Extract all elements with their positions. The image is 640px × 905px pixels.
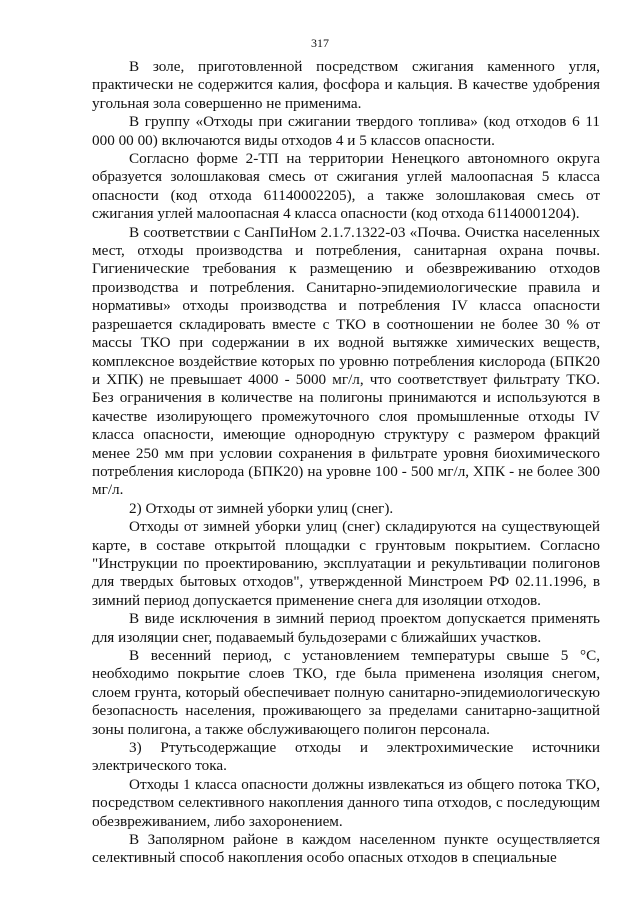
paragraph-spring-period: В весенний период, с установлением температуры свыше 5 °С, необходимо покрытие слоев ТКО, где была применена изоляция снегом, слоем грунта, который обеспечивает полную санитарно-эпидемиологическую безопасность населения, проживающего за пределами санитарно-защитной зоны полигона, а также обслуживающего полигон персонала. (92, 647, 600, 738)
paragraph-snow-storage: Отходы от зимней уборки улиц (снег) складируются на существующей карте, в составе открытой площадки с грунтовым покрытием. Согласно "Инструкции по проектированию, эксплуатации и рекультивации полигонов для твердых бытовых отходов", утвержденной Минстроем РФ 02.11.1996, в зимний период допускается применение снега для изоляции отходов. (92, 518, 600, 609)
paragraph-form-2tp: Согласно форме 2-ТП на территории Ненецкого автономного округа образуется золошлаковая смесь от сжигания углей малоопасная 5 класса опасности (код отхода 61140002205), а также золошлаковая смесь от сжигания углей малоопасная 4 класса опасности (код отхода 61140001204). (92, 150, 600, 223)
paragraph-zapolyarny: В Заполярном районе в каждом населенном пункте осуществляется селективный способ накопления особо опасных отходов в специальные (92, 831, 600, 867)
paragraph-coal-ash: В золе, приготовленной посредством сжигания каменного угля, практически не содержится калия, фосфора и кальция. В качестве удобрения угольная зола совершенно не применима. (92, 58, 600, 112)
list-item-mercury-waste: 3) Ртутьсодержащие отходы и электрохимические источники электрического тока. (92, 739, 600, 775)
paragraph-snow-exception: В виде исключения в зимний период проектом допускается применять для изоляции снег, подаваемый бульдозерами с ближайших участков. (92, 610, 600, 646)
paragraph-sanpin: В соответствии с СанПиНом 2.1.7.1322-03 «Почва. Очистка населенных мест, отходы производства и потребления, санитарная охрана почвы. Гигиенические требования к размещению и обезвреживанию отходов производства и потребления. Санитарно-эпидемиологические правила и нормативы» отходы производства и потребления IV класса опасности разрешается складировать вместе с ТКО в соотношении не более 30 % от массы ТКО при содержании в их водной вытяжке химических веществ, комплексное воздействие которых по уровню потребления кислорода (БПК20 и ХПК) не превышает 4000 - 5000 мг/л, что соответствует фильтрату ТКО. Без ограничения в количестве на полигоны принимаются и используются в качестве изолирующего промежуточного слоя промышленные отходы IV класса опасности, имеющие однородную структуру с размером фракций менее 250 мм при условии сохранения в фильтрате уровня биохимического потребления кислорода (БПК20) на уровне 100 - 500 мг/л, ХПК - не более 300 мг/л. (92, 223, 600, 499)
paragraph-fuel-waste-group: В группу «Отходы при сжигании твердого топлива» (код отходов 6 11 000 00 00) включаются виды отходов 4 и 5 классов опасности. (92, 113, 600, 149)
document-body (92, 58, 600, 868)
page-number: 317 (311, 36, 329, 50)
paragraph-class1-waste: Отходы 1 класса опасности должны извлекаться из общего потока ТКО, посредством селективного накопления данного типа отходов, с последующим обезвреживанием, либо захоронением. (92, 775, 600, 830)
list-item-snow-waste: 2) Отходы от зимней уборки улиц (снег). (129, 499, 394, 517)
